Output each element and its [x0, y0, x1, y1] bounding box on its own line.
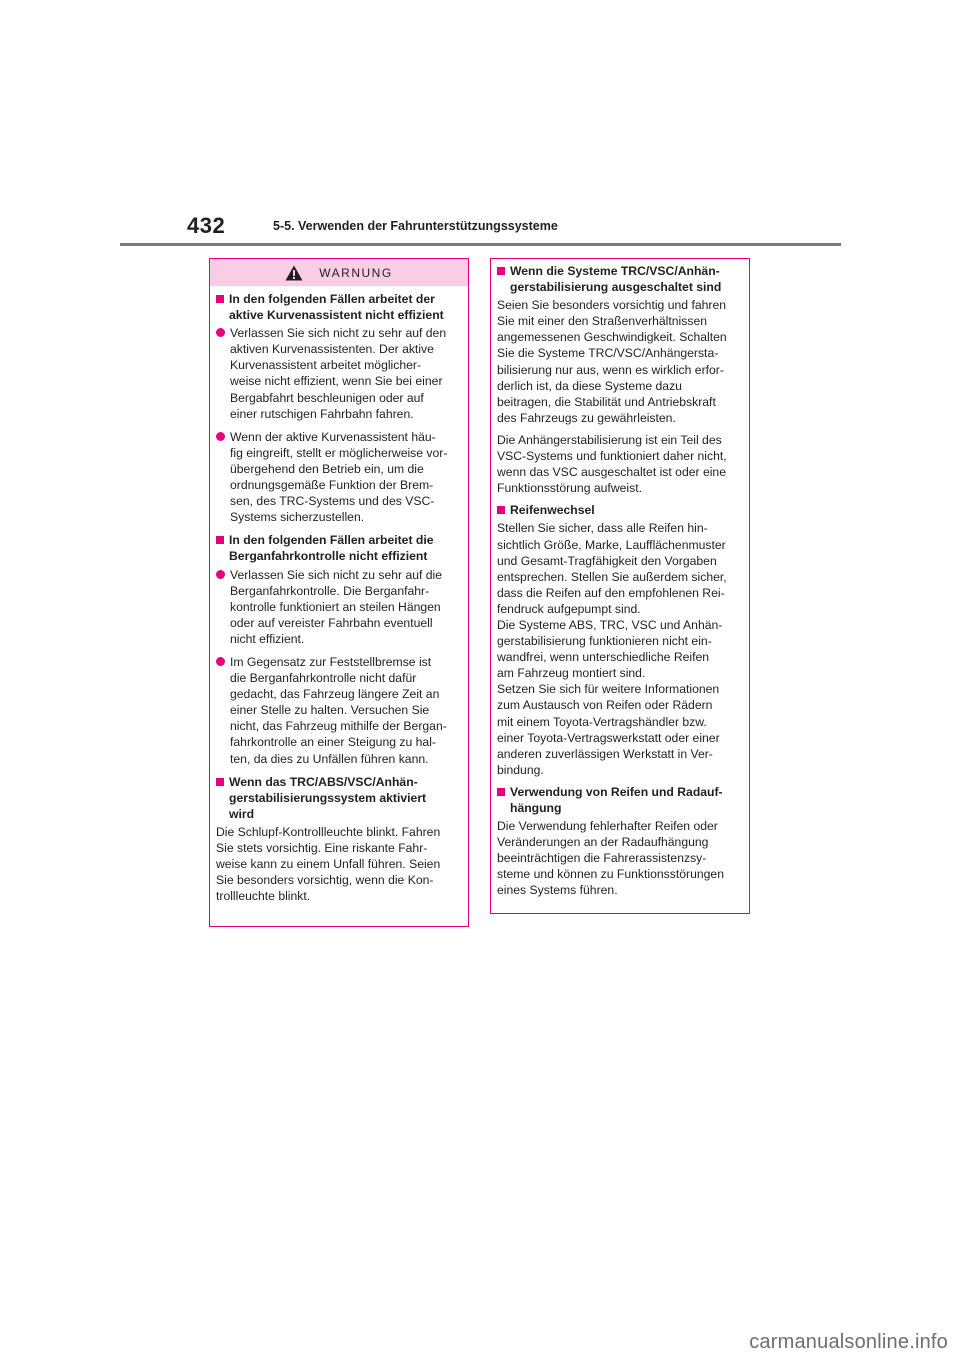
warning-section: [216, 291, 462, 525]
info-content: [491, 259, 749, 899]
section-title: 5-5. Verwenden der Fahrunterstützungssysteme: [273, 219, 558, 233]
warning-header: [210, 259, 468, 286]
watermark[interactable]: carmanualsonline.info: [749, 1331, 948, 1353]
section-paragraph: Stellen Sie sicher, dass alle Reifen hin- sichtlich Größe, Marke, Laufflächenmuster und Gesamt-Tragfähigkeit den Vorgaben entsprechen. Stellen Sie außerdem sicher, dass die Reifen auf den empfohlenen Rei- fendruck aufgepumpt sind. Die Systeme ABS, TRC, VSC und Anhän- gerstabilisierung funktionieren nicht ein- wandfrei, wenn unterschiedliche Reifen am Fahrzeug montiert sind. Setzen Sie sich für weitere Informationen zum Austausch von Reifen oder Rädern mit einem Toyota-Vertragshändler bzw. einer Toyota-Vertragswerkstatt oder einer anderen zuverlässigen Werkstatt in Ver- bindung.: [497, 521, 727, 777]
list-item: Verlassen Sie sich nicht zu sehr auf den aktiven Kurvenassistenten. Der aktive Kurvenassistent arbeitet möglicher- weise nicht effizient, wenn Sie bei einer Bergabfahrt beschleunigen oder auf einer rutschigen Fahrbahn fahren.: [216, 325, 462, 422]
info-section: [497, 502, 743, 778]
pink-square-icon: [497, 506, 505, 514]
warning-section: [216, 774, 462, 905]
section-heading: Reifenwechsel: [497, 502, 743, 518]
warning-label: WARNUNG: [319, 265, 393, 280]
section-paragraph: Die Anhängerstabilisierung ist ein Teil des VSC-Systems und funktioniert daher nicht, wenn das VSC ausgeschaltet ist oder eine Funktionsstörung aufweist.: [497, 432, 727, 496]
pink-dot-icon: [216, 432, 225, 441]
header-divider: [120, 243, 841, 246]
warning-section: [216, 532, 462, 766]
section-paragraph: Die Schlupf-Kontrollleuchte blinkt. Fahren Sie stets vorsichtig. Eine riskante Fahr- weise kann zu einem Unfall führen. Seien Sie besonders vorsichtig, wenn die Kon- trollleuchte blinkt.: [216, 824, 441, 904]
pink-square-icon: [216, 295, 224, 303]
list-item: Im Gegensatz zur Feststellbremse ist die Berganfahrkontrolle nicht dafür gedacht, das Fahrzeug längere Zeit an einer Stelle zu halten. Versuchen Sie nicht, das Fahrzeug mithilfe der Bergan- fahrkontrolle an einer Steigung zu hal- ten, da dies zu Unfällen führen kann.: [216, 654, 462, 767]
pink-square-icon: [216, 778, 224, 786]
pink-dot-icon: [216, 657, 225, 666]
warning-triangle-icon: [285, 265, 303, 281]
section-paragraph: Seien Sie besonders vorsichtig und fahren Sie mit einer den Straßenverhältnissen angemessenen Geschwindigkeit. Schalten Sie die Systeme TRC/VSC/Anhängersta- bilisierung nur aus, wenn es wirklich erfor- derlich ist, da diese Systeme dazu beitragen, die Stabilität und Antriebskraft des Fahrzeugs zu gewährleisten.: [497, 298, 727, 425]
pink-square-icon: [216, 536, 224, 544]
section-heading: In den folgenden Fällen arbeitet die Berganfahrkontrolle nicht effizient: [216, 532, 462, 564]
pink-dot-icon: [216, 328, 225, 337]
list-item: Wenn der aktive Kurvenassistent häu- fig eingreift, stellt er möglicherweise vor- übergehend den Betrieb ein, um die ordnungsgemäße Funktion der Brem- sen, des TRC-Systems und des VSC- Systems sicherzustellen.: [216, 429, 462, 526]
warning-content: [210, 286, 468, 904]
info-section: [497, 784, 743, 899]
info-box: [490, 258, 750, 914]
pink-square-icon: [497, 267, 505, 275]
pink-dot-icon: [216, 570, 225, 579]
warning-box: [209, 258, 469, 927]
section-heading: In den folgenden Fällen arbeitet der aktive Kurvenassistent nicht effizient: [216, 291, 462, 323]
section-heading: Wenn die Systeme TRC/VSC/Anhän- gerstabilisierung ausgeschaltet sind: [497, 263, 743, 295]
info-section: [497, 263, 743, 496]
section-heading: Wenn das TRC/ABS/VSC/Anhän- gerstabilisierungssystem aktiviert wird: [216, 774, 462, 822]
list-item: Verlassen Sie sich nicht zu sehr auf die Berganfahrkontrolle. Die Berganfahr- kontrolle funktioniert an steilen Hängen oder auf vereister Fahrbahn eventuell nicht effizient.: [216, 567, 462, 647]
pink-square-icon: [497, 788, 505, 796]
section-paragraph: Die Verwendung fehlerhafter Reifen oder Veränderungen an der Radaufhängung beeinträchtigen die Fahrerassistenzsy- steme und können zu Funktionsstörungen eines Systems führen.: [497, 819, 724, 898]
section-heading: Verwendung von Reifen und Radauf- hängung: [497, 784, 743, 816]
page-number: 432: [187, 213, 226, 238]
